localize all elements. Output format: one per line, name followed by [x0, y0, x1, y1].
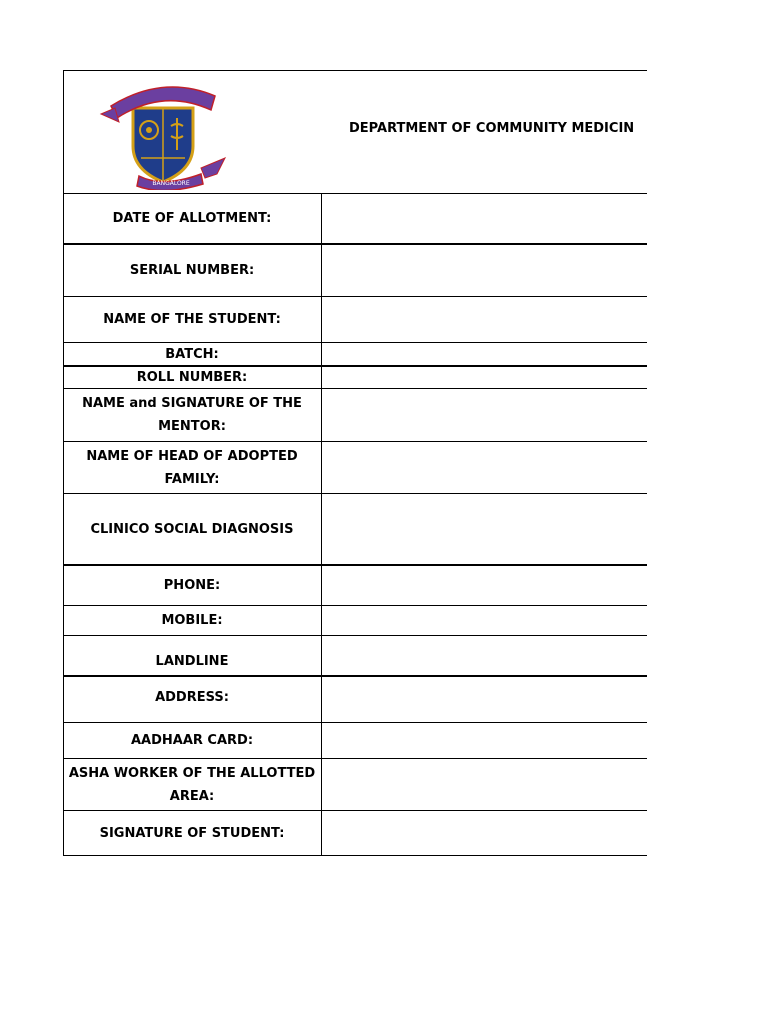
form-row-roll-number — [63, 367, 647, 388]
field-value-head-of-family[interactable] — [322, 442, 647, 493]
form-row-name-of-student — [63, 297, 647, 342]
field-value-roll-number[interactable] — [322, 367, 647, 388]
form-row-date-of-allotment — [63, 194, 647, 243]
form-row-aadhaar-card — [63, 723, 647, 758]
field-label: ASHA WORKER OF THE ALLOTTED AREA: — [63, 759, 322, 810]
logo-bottom-text: BANGALORE — [152, 180, 190, 187]
field-value-clinico-social-diagnosis[interactable] — [322, 494, 647, 564]
field-label: ROLL NUMBER: — [63, 367, 322, 388]
field-label: MOBILE: — [63, 606, 322, 635]
form-row-batch — [63, 343, 647, 365]
form-row-landline — [63, 636, 647, 675]
field-label: SERIAL NUMBER: — [63, 245, 322, 296]
field-label: NAME and SIGNATURE OF THE MENTOR: — [63, 389, 322, 441]
form-row-clinico-social-diagnosis — [63, 494, 647, 564]
field-value-phone[interactable] — [322, 566, 647, 605]
field-label: LANDLINE — [63, 636, 322, 675]
field-label: ADDRESS: — [63, 677, 322, 722]
field-value-serial-number[interactable] — [322, 245, 647, 296]
field-value-mobile[interactable] — [322, 606, 647, 635]
field-value-mentor[interactable] — [322, 389, 647, 441]
field-value-landline[interactable] — [322, 636, 647, 675]
field-label: CLINICO SOCIAL DIAGNOSIS — [63, 494, 322, 564]
field-label: AADHAAR CARD: — [63, 723, 322, 758]
department-title: DEPARTMENT OF COMMUNITY MEDICIN — [349, 121, 635, 136]
form-row-mobile — [63, 606, 647, 635]
field-label: SIGNATURE OF STUDENT: — [63, 811, 322, 856]
form-row-serial-number — [63, 245, 647, 296]
field-value-name-of-student[interactable] — [322, 297, 647, 342]
form-sheet — [63, 70, 647, 857]
field-label: NAME OF THE STUDENT: — [63, 297, 322, 342]
college-crest-logo — [93, 78, 233, 190]
field-value-asha-worker[interactable] — [322, 759, 647, 810]
field-value-signature-of-student[interactable] — [322, 811, 647, 856]
field-value-address[interactable] — [322, 677, 647, 722]
field-label: PHONE: — [63, 566, 322, 605]
field-value-date-of-allotment[interactable] — [322, 194, 647, 243]
form-header — [63, 70, 647, 194]
field-label: BATCH: — [63, 343, 322, 365]
form-row-mentor — [63, 389, 647, 441]
form-row-asha-worker — [63, 759, 647, 810]
form-row-phone — [63, 566, 647, 605]
field-value-aadhaar-card[interactable] — [322, 723, 647, 758]
form-row-address — [63, 677, 647, 722]
form-row-head-of-family — [63, 442, 647, 493]
field-label: NAME OF HEAD OF ADOPTED FAMILY: — [63, 442, 322, 493]
field-value-batch[interactable] — [322, 343, 647, 365]
field-label: DATE OF ALLOTMENT: — [63, 194, 322, 243]
form-row-signature-of-student — [63, 811, 647, 856]
